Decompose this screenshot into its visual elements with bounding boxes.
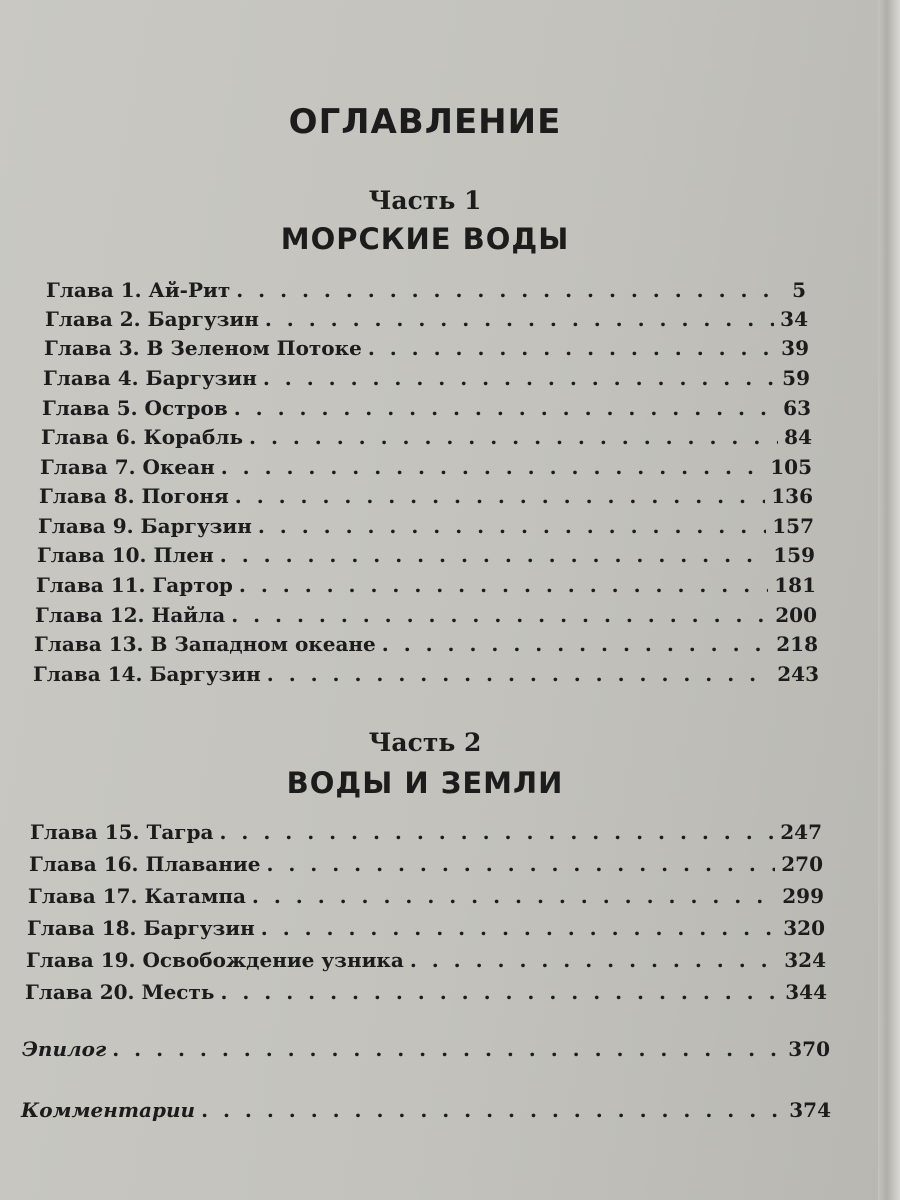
toc-entry — [34, 632, 818, 662]
page-title: ОГЛАВЛЕНИЕ — [288, 102, 562, 142]
toc-entry — [25, 980, 827, 1010]
toc-entry — [38, 514, 814, 544]
page-number: 320 — [783, 916, 825, 940]
leader-dots — [236, 278, 786, 302]
page-edge — [878, 0, 900, 1200]
chapter-title: Глава 18. Баргузин — [27, 916, 255, 940]
chapter-title: Глава 10. Плен — [37, 543, 214, 567]
page-number: 270 — [781, 852, 823, 876]
toc-entry — [43, 366, 810, 396]
chapter-title: Глава 15. Тагра — [30, 820, 214, 844]
toc-entry — [46, 278, 806, 308]
toc-entry — [35, 603, 817, 633]
chapter-title: Глава 5. Остров — [42, 396, 228, 420]
leader-dots — [220, 543, 767, 567]
toc-entry — [26, 948, 826, 978]
leader-dots — [220, 820, 775, 844]
page-number: 159 — [773, 543, 815, 567]
page-number: 247 — [780, 820, 822, 844]
toc-entry — [27, 916, 825, 946]
page-number: 136 — [771, 484, 813, 508]
chapter-title: Глава 7. Океан — [40, 455, 215, 479]
page-number: 39 — [781, 336, 809, 360]
page-number: 299 — [782, 884, 824, 908]
toc-entry — [39, 484, 813, 514]
toc-entry — [42, 396, 811, 426]
toc-entry-comments — [21, 1098, 831, 1128]
page-number: 324 — [784, 948, 826, 972]
comments-title: Комментарии — [21, 1098, 196, 1122]
part-1-label: Часть 1 — [368, 186, 482, 215]
chapter-title: Глава 19. Освобождение узника — [26, 948, 404, 972]
chapter-title: Глава 3. В Зеленом Потоке — [44, 336, 362, 360]
leader-dots — [221, 455, 765, 479]
toc-entry — [30, 820, 822, 850]
leader-dots — [201, 1098, 783, 1122]
page-number: 218 — [776, 632, 818, 656]
toc-entry — [44, 336, 809, 366]
chapter-title: Глава 4. Баргузин — [43, 366, 257, 390]
leader-dots — [112, 1037, 782, 1061]
page-number: 181 — [774, 573, 816, 597]
chapter-title: Глава 6. Корабль — [41, 425, 244, 449]
page-number: 34 — [780, 307, 808, 331]
page-number: 344 — [785, 980, 827, 1004]
leader-dots — [249, 425, 778, 449]
toc-entry — [37, 543, 815, 573]
toc-entry — [36, 573, 816, 603]
chapter-title: Глава 11. Гартор — [36, 573, 233, 597]
toc-entry — [28, 884, 824, 914]
epilogue-title: Эпилог — [22, 1037, 107, 1061]
chapter-title: Глава 16. Плавание — [29, 852, 261, 876]
chapter-title: Глава 1. Ай-Рит — [46, 278, 231, 302]
page-number: 59 — [782, 366, 810, 390]
leader-dots — [265, 307, 774, 331]
page-number: 157 — [772, 514, 814, 538]
leader-dots — [266, 852, 775, 876]
leader-dots — [368, 336, 775, 360]
toc-entry-epilogue — [22, 1037, 830, 1067]
chapter-title: Глава 8. Погоня — [39, 484, 229, 508]
chapter-title: Глава 12. Найла — [35, 603, 226, 627]
leader-dots — [267, 662, 771, 686]
leader-dots — [263, 366, 776, 390]
chapter-title: Глава 2. Баргузин — [45, 307, 259, 331]
leader-dots — [239, 573, 768, 597]
chapter-title: Глава 9. Баргузин — [38, 514, 252, 538]
part-2-name: ВОДЫ И ЗЕМЛИ — [286, 766, 564, 800]
page-number: 200 — [775, 603, 817, 627]
chapter-title: Глава 14. Баргузин — [33, 662, 261, 686]
leader-dots — [234, 396, 777, 420]
chapter-title: Глава 20. Месть — [25, 980, 215, 1004]
toc-entry — [40, 455, 812, 485]
leader-dots — [220, 980, 779, 1004]
leader-dots — [231, 603, 769, 627]
page-number: 374 — [789, 1098, 831, 1122]
page-number: 243 — [777, 662, 819, 686]
chapter-title: Глава 17. Катампа — [28, 884, 246, 908]
leader-dots — [410, 948, 778, 972]
part-2-label: Часть 2 — [368, 728, 482, 757]
page-number: 370 — [788, 1037, 830, 1061]
toc-entry — [33, 662, 819, 692]
leader-dots — [235, 484, 765, 508]
toc-entry — [29, 852, 823, 882]
page-number: 84 — [784, 425, 812, 449]
leader-dots — [252, 884, 776, 908]
page-number: 63 — [783, 396, 811, 420]
leader-dots — [382, 632, 770, 656]
page-number: 105 — [770, 455, 812, 479]
toc-entry — [45, 307, 808, 337]
leader-dots — [258, 514, 766, 538]
chapter-title: Глава 13. В Западном океане — [34, 632, 376, 656]
toc-entry — [41, 425, 812, 455]
leader-dots — [261, 916, 777, 940]
part-1-name: МОРСКИЕ ВОДЫ — [280, 222, 570, 256]
page-number: 5 — [792, 278, 806, 302]
